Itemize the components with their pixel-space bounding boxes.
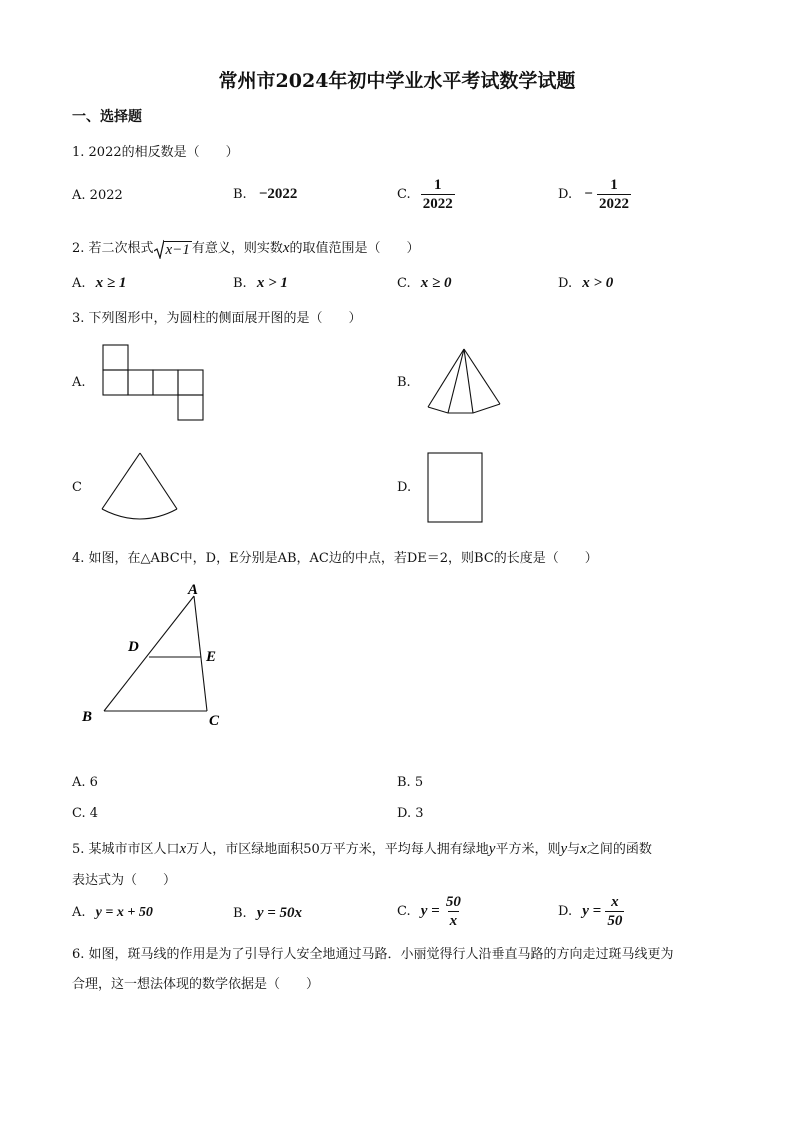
question-3-stem: 3. 下列图形中，为圆柱的侧面展开图的是（ ） bbox=[72, 311, 362, 326]
option-value: x ≥ 1 bbox=[95, 275, 127, 291]
fraction bbox=[605, 893, 624, 930]
question-4-stem: 4. 如图，在△ABC中，D，E分别是AB，AC边的中点，若DE＝2，则BC的长度是（ ） bbox=[72, 551, 598, 566]
triangle-figure bbox=[78, 578, 228, 728]
variable-y: y bbox=[560, 841, 568, 857]
q1-option-d[interactable] bbox=[558, 176, 631, 213]
q4-option-d[interactable]: D. 3 bbox=[397, 806, 424, 821]
stem-text: 的取值范围是（ ） bbox=[289, 241, 420, 256]
option-value: x > 0 bbox=[582, 275, 614, 291]
variable: x bbox=[282, 240, 290, 256]
option-value: y = x + 50 bbox=[95, 905, 153, 920]
sqrt-expression bbox=[154, 239, 192, 259]
numerator: x bbox=[611, 894, 619, 910]
radicand: x−1 bbox=[165, 241, 190, 258]
stem-text: 平方米，则 bbox=[495, 842, 561, 857]
option-value: 2022 bbox=[89, 188, 123, 203]
q2-option-c[interactable] bbox=[397, 275, 452, 292]
radical-sign-icon bbox=[154, 239, 164, 259]
option-value: −2022 bbox=[258, 186, 298, 202]
vertex-label-b: B bbox=[82, 709, 93, 725]
option-label: B. bbox=[233, 276, 247, 291]
option-value: y = 50x bbox=[256, 905, 303, 921]
sector-figure bbox=[100, 450, 180, 522]
numerator: 1 bbox=[610, 177, 618, 193]
minus-sign: − bbox=[584, 186, 593, 202]
q1-option-a[interactable] bbox=[72, 188, 123, 203]
option-label: D. bbox=[558, 904, 573, 919]
denominator: 2022 bbox=[422, 196, 453, 212]
option-label: A. bbox=[72, 905, 86, 920]
stem-text: 与 bbox=[567, 842, 581, 857]
question-2-stem bbox=[72, 237, 420, 259]
q2-option-d[interactable] bbox=[558, 275, 613, 292]
stem-text: 2. 若二次根式 bbox=[72, 241, 154, 256]
page-title: 常州市2024年初中学业水平考试数学试题 bbox=[218, 70, 576, 92]
fraction bbox=[421, 176, 455, 213]
denominator: 2022 bbox=[598, 196, 629, 212]
option-label: A. bbox=[72, 276, 86, 291]
variable-y: y bbox=[488, 841, 496, 857]
stem-text: 5. 某城市市区人口 bbox=[72, 842, 180, 857]
point-label-e: E bbox=[206, 649, 217, 665]
q2-option-a[interactable] bbox=[72, 275, 126, 292]
q3-option-c-label[interactable]: C bbox=[72, 480, 82, 495]
option-label: C. bbox=[397, 187, 411, 202]
option-label: C. bbox=[397, 904, 411, 919]
numerator: 50 bbox=[445, 894, 461, 910]
q5-option-d[interactable] bbox=[558, 893, 624, 930]
denominator: 50 bbox=[607, 913, 623, 929]
q3-option-b-label[interactable]: B. bbox=[397, 375, 411, 390]
q5-option-a[interactable] bbox=[72, 905, 153, 921]
cube-net-figure bbox=[100, 343, 208, 425]
question-6-stem-line2: 合理，这一想法体现的数学依据是（ ） bbox=[72, 977, 320, 992]
variable-x: x bbox=[179, 841, 187, 857]
vertex-label-c: C bbox=[209, 713, 220, 728]
fraction bbox=[597, 176, 631, 213]
option-label: D. bbox=[558, 187, 573, 202]
q4-option-c[interactable]: C. 4 bbox=[72, 806, 99, 821]
q1-option-c[interactable] bbox=[397, 176, 455, 213]
option-value: x > 1 bbox=[256, 275, 288, 291]
q2-option-b[interactable] bbox=[233, 275, 288, 292]
q4-option-b[interactable]: B. 5 bbox=[397, 775, 424, 790]
option-value: x ≥ 0 bbox=[420, 275, 452, 291]
vertex-label-a: A bbox=[188, 582, 199, 598]
question-1-stem: 1. 2022的相反数是（ ） bbox=[72, 145, 239, 160]
option-lhs: y = bbox=[582, 903, 602, 919]
option-lhs: y = bbox=[420, 903, 440, 919]
stem-text: 万人，市区绿地面积50万平方米，平均每人拥有绿地 bbox=[186, 842, 489, 857]
q5-option-c[interactable] bbox=[397, 893, 463, 930]
option-label: D. bbox=[558, 276, 573, 291]
q3-option-d-label[interactable]: D. bbox=[397, 480, 412, 495]
variable-x: x bbox=[580, 841, 587, 857]
denominator: x bbox=[449, 913, 458, 929]
section-heading: 一、选择题 bbox=[72, 109, 142, 125]
option-label: C. bbox=[397, 276, 411, 291]
stem-text: 之间的函数 bbox=[586, 842, 652, 857]
rectangle-figure bbox=[425, 450, 485, 525]
fraction bbox=[444, 893, 463, 930]
point-label-d: D bbox=[128, 639, 139, 655]
question-6-stem-line1: 6. 如图，斑马线的作用是为了引导行人安全地通过马路．小丽觉得行人沿垂直马路的方向走过斑马线更为 bbox=[72, 947, 674, 962]
numerator: 1 bbox=[434, 177, 442, 193]
question-5-stem-line2: 表达式为（ ） bbox=[72, 873, 177, 888]
q5-option-b[interactable] bbox=[233, 905, 302, 922]
q4-option-a[interactable]: A. 6 bbox=[72, 775, 98, 790]
pyramid-figure bbox=[424, 346, 504, 416]
q3-option-a-label[interactable]: A. bbox=[72, 375, 86, 390]
question-5-stem-line1 bbox=[72, 838, 652, 858]
stem-text: 有意义，则实数 bbox=[191, 241, 283, 256]
q1-option-b[interactable] bbox=[233, 186, 297, 203]
option-label: A. bbox=[72, 188, 86, 203]
option-label: B. bbox=[233, 906, 247, 921]
option-label: B. bbox=[233, 187, 247, 202]
